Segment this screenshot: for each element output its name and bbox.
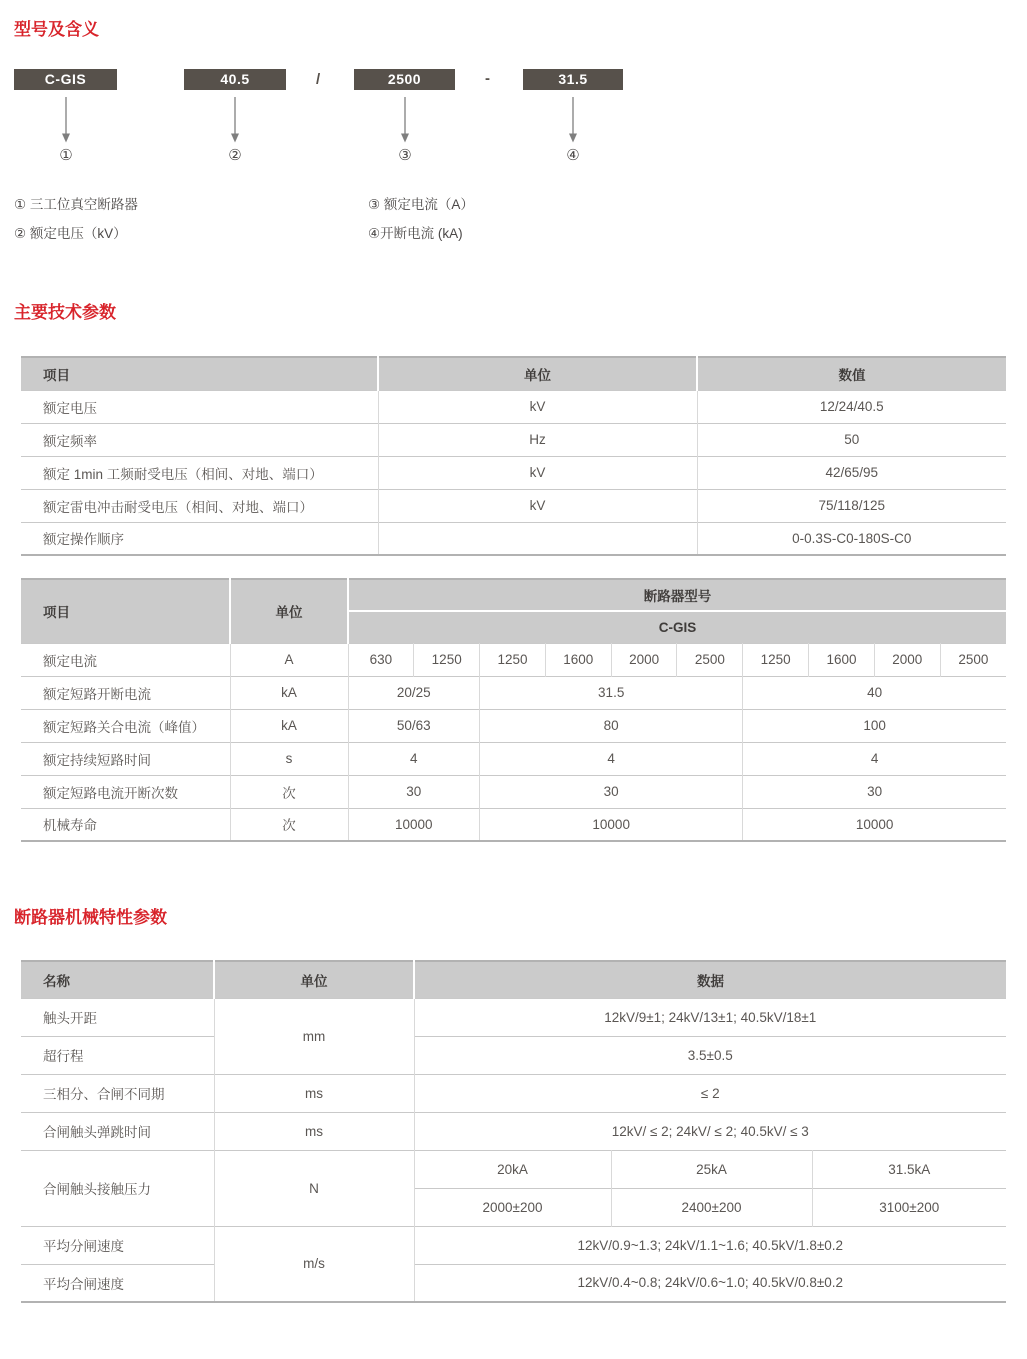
column-header-item: 项目 <box>21 579 230 643</box>
down-arrow-icon <box>568 97 578 143</box>
marker-circled-1: ① <box>59 147 73 164</box>
row-label: 超行程 <box>21 1036 214 1074</box>
basic-parameters-table <box>21 356 1006 556</box>
value-cell: 31.5 <box>480 676 743 709</box>
table-row <box>21 998 1006 1036</box>
separator-slash: / <box>316 71 321 88</box>
marker-circled-4: ④ <box>566 147 580 164</box>
section-heading-mech: 断路器机械特性参数 <box>14 908 167 927</box>
value-cell: 630 <box>348 643 414 676</box>
row-label: 额定短路电流开断次数 <box>21 775 230 808</box>
value-cell: 4 <box>348 742 480 775</box>
unit-cell: mm <box>214 998 414 1074</box>
value-cell: 10000 <box>348 808 480 841</box>
row-label: 额定短路开断电流 <box>21 676 230 709</box>
unit-cell: kA <box>230 709 348 742</box>
model-box-breaking: 31.5 <box>523 69 623 90</box>
value-cell: 12kV/9±1; 24kV/13±1; 40.5kV/18±1 <box>414 998 1006 1036</box>
value-cell: 50/63 <box>348 709 480 742</box>
value-cell: 1600 <box>545 643 611 676</box>
value-cell: 2000 <box>874 643 940 676</box>
column-header-unit: 单位 <box>230 579 348 643</box>
value-cell: 2500 <box>940 643 1006 676</box>
value-cell: 30 <box>348 775 480 808</box>
down-arrow-icon <box>230 97 240 143</box>
value-cell: 40 <box>743 676 1006 709</box>
mechanical-parameters-table <box>21 960 1006 1303</box>
value-cell: 12kV/0.4~0.8; 24kV/0.6~1.0; 40.5kV/0.8±0.2 <box>414 1264 1006 1302</box>
value-cell: 30 <box>480 775 743 808</box>
unit-cell: ms <box>214 1112 414 1150</box>
row-label: 额定 1min 工频耐受电压（相间、对地、端口） <box>21 456 378 489</box>
legend-item-3: ③ 额定电流（A） <box>368 197 474 212</box>
value-cell: 2400±200 <box>611 1188 812 1226</box>
value-cell: 12kV/0.9~1.3; 24kV/1.1~1.6; 40.5kV/1.8±0.2 <box>414 1226 1006 1264</box>
table-row <box>21 456 1006 489</box>
table-row <box>21 1264 1006 1302</box>
value-cell: 2000±200 <box>414 1188 611 1226</box>
value-cell: 12kV/ ≤ 2; 24kV/ ≤ 2; 40.5kV/ ≤ 3 <box>414 1112 1006 1150</box>
row-label: 额定频率 <box>21 423 378 456</box>
row-label: 额定电流 <box>21 643 230 676</box>
row-label: 平均合闸速度 <box>21 1264 214 1302</box>
section-heading-tech: 主要技术参数 <box>14 303 116 322</box>
row-label: 平均分闸速度 <box>21 1226 214 1264</box>
value-cell: 12/24/40.5 <box>697 390 1006 423</box>
down-arrow-icon <box>400 97 410 143</box>
value-cell: 42/65/95 <box>697 456 1006 489</box>
value-cell: ≤ 2 <box>414 1074 1006 1112</box>
row-label: 机械寿命 <box>21 808 230 841</box>
value-cell: 2500 <box>677 643 743 676</box>
breaker-ratings-table <box>21 578 1006 842</box>
row-label: 合闸触头弹跳时间 <box>21 1112 214 1150</box>
table-row <box>21 643 1006 676</box>
table-row <box>21 709 1006 742</box>
row-label: 触头开距 <box>21 998 214 1036</box>
table-row <box>21 775 1006 808</box>
value-cell: 3100±200 <box>812 1188 1006 1226</box>
unit-cell: 次 <box>230 808 348 841</box>
value-cell: 30 <box>743 775 1006 808</box>
down-arrow-icon <box>61 97 71 143</box>
value-cell: 1250 <box>743 643 809 676</box>
table-row <box>21 1112 1006 1150</box>
value-cell: 2000 <box>611 643 677 676</box>
column-header-model-name: C-GIS <box>348 611 1006 643</box>
column-header-data: 数据 <box>414 961 1006 998</box>
table-header-row <box>21 579 1006 611</box>
value-cell: 100 <box>743 709 1006 742</box>
value-cell: 50 <box>697 423 1006 456</box>
row-label: 三相分、合闸不同期 <box>21 1074 214 1112</box>
table-row <box>21 1074 1006 1112</box>
value-cell: 10000 <box>480 808 743 841</box>
column-header-unit: 单位 <box>378 357 697 390</box>
marker-circled-3: ③ <box>398 147 412 164</box>
table-row <box>21 1150 1006 1188</box>
value-cell: 3.5±0.5 <box>414 1036 1006 1074</box>
legend-item-2: ② 额定电压（kV） <box>14 226 127 241</box>
unit-cell: s <box>230 742 348 775</box>
unit-cell <box>378 522 697 555</box>
unit-cell: ms <box>214 1074 414 1112</box>
table-header-row <box>21 357 1006 390</box>
row-label: 额定持续短路时间 <box>21 742 230 775</box>
table-header-row <box>21 961 1006 998</box>
value-cell: 1250 <box>480 643 546 676</box>
value-cell: 20/25 <box>348 676 480 709</box>
unit-cell: Hz <box>378 423 697 456</box>
sub-column-header: 20kA <box>414 1150 611 1188</box>
column-header-unit: 单位 <box>214 961 414 998</box>
column-header-name: 名称 <box>21 961 214 998</box>
value-cell: 10000 <box>743 808 1006 841</box>
unit-cell: 次 <box>230 775 348 808</box>
row-label: 额定操作顺序 <box>21 522 378 555</box>
row-label: 额定电压 <box>21 390 378 423</box>
column-header-value: 数值 <box>697 357 1006 390</box>
column-header-item: 项目 <box>21 357 378 390</box>
legend-item-1: ① 三工位真空断路器 <box>14 197 138 212</box>
sub-column-header: 31.5kA <box>812 1150 1006 1188</box>
value-cell: 4 <box>480 742 743 775</box>
model-box-voltage: 40.5 <box>184 69 286 90</box>
value-cell: 75/118/125 <box>697 489 1006 522</box>
table-row <box>21 676 1006 709</box>
model-box-series: C-GIS <box>14 69 117 90</box>
unit-cell: kA <box>230 676 348 709</box>
table-row <box>21 522 1006 555</box>
table-row <box>21 808 1006 841</box>
table-row <box>21 390 1006 423</box>
row-label: 额定短路关合电流（峰值） <box>21 709 230 742</box>
table-row <box>21 489 1006 522</box>
value-cell: 1600 <box>809 643 875 676</box>
table-row <box>21 1226 1006 1264</box>
unit-cell: kV <box>378 489 697 522</box>
marker-circled-2: ② <box>228 147 242 164</box>
unit-cell: m/s <box>214 1226 414 1302</box>
row-label: 额定雷电冲击耐受电压（相间、对地、端口） <box>21 489 378 522</box>
unit-cell: N <box>214 1150 414 1226</box>
unit-cell: A <box>230 643 348 676</box>
table-row <box>21 1036 1006 1074</box>
model-box-current: 2500 <box>354 69 455 90</box>
legend-item-4: ④开断电流 (kA) <box>368 226 463 241</box>
table-row <box>21 742 1006 775</box>
row-label: 合闸触头接触压力 <box>21 1150 214 1226</box>
value-cell: 1250 <box>414 643 480 676</box>
table-row <box>21 423 1006 456</box>
sub-column-header: 25kA <box>611 1150 812 1188</box>
unit-cell: kV <box>378 456 697 489</box>
value-cell: 0-0.3S-C0-180S-C0 <box>697 522 1006 555</box>
section-heading-model: 型号及含义 <box>14 20 99 39</box>
value-cell: 80 <box>480 709 743 742</box>
unit-cell: kV <box>378 390 697 423</box>
separator-dash: - <box>485 70 490 87</box>
value-cell: 4 <box>743 742 1006 775</box>
column-header-model-group: 断路器型号 <box>348 579 1006 611</box>
